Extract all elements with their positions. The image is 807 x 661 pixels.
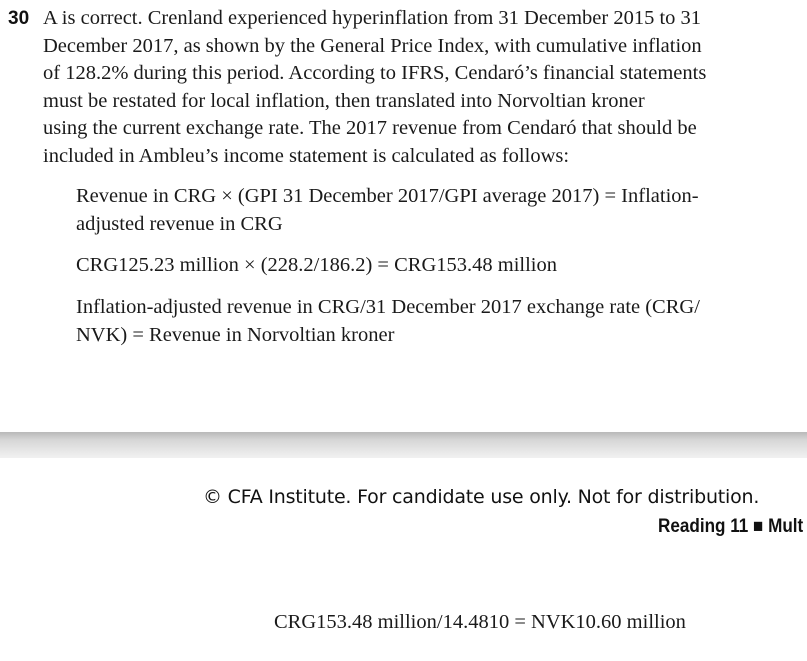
answer-line: of 128.2% during this period. According to IFRS, Cendaró’s financial statements <box>43 62 707 85</box>
final-calculation: CRG153.48 million/14.4810 = NVK10.60 million <box>274 611 686 633</box>
calculation-line: Inflation-adjusted revenue in CRG/31 December 2017 exchange rate (CRG/ <box>76 296 700 318</box>
answer-line: using the current exchange rate. The 2017 revenue from Cendaró that should be <box>43 117 697 140</box>
calculation-formula-2 <box>76 252 806 280</box>
calculation-line: Revenue in CRG × (GPI 31 December 2017/GPI average 2017) = Inflation- <box>76 185 699 207</box>
copyright-notice: © CFA Institute. For candidate use only. Not for distribution. <box>203 486 760 508</box>
answer-line: included in Ambleu’s income statement is calculated as follows: <box>43 144 570 167</box>
answer-line: A is correct. Crenland experienced hyperinflation from 31 December 2015 to 31 <box>43 7 702 29</box>
calculation-line: NVK) = Revenue in Norvoltian kroner <box>76 323 395 346</box>
answer-explanation <box>43 5 805 171</box>
answer-line: December 2017, as shown by the General Price Index, with cumulative inflation <box>43 34 702 57</box>
running-head: Reading 11 ■ Mult <box>658 516 804 537</box>
calculation-formula-1 <box>76 183 806 238</box>
calculation-formula-3 <box>76 294 806 349</box>
page-break-divider <box>0 432 807 458</box>
calculation-line: adjusted revenue in CRG <box>76 212 283 235</box>
question-number: 30 <box>8 8 30 29</box>
calculation-line: CRG125.23 million × (228.2/186.2) = CRG153.48 million <box>76 254 557 276</box>
answer-line: must be restated for local inflation, then translated into Norvoltian kroner <box>43 89 645 112</box>
